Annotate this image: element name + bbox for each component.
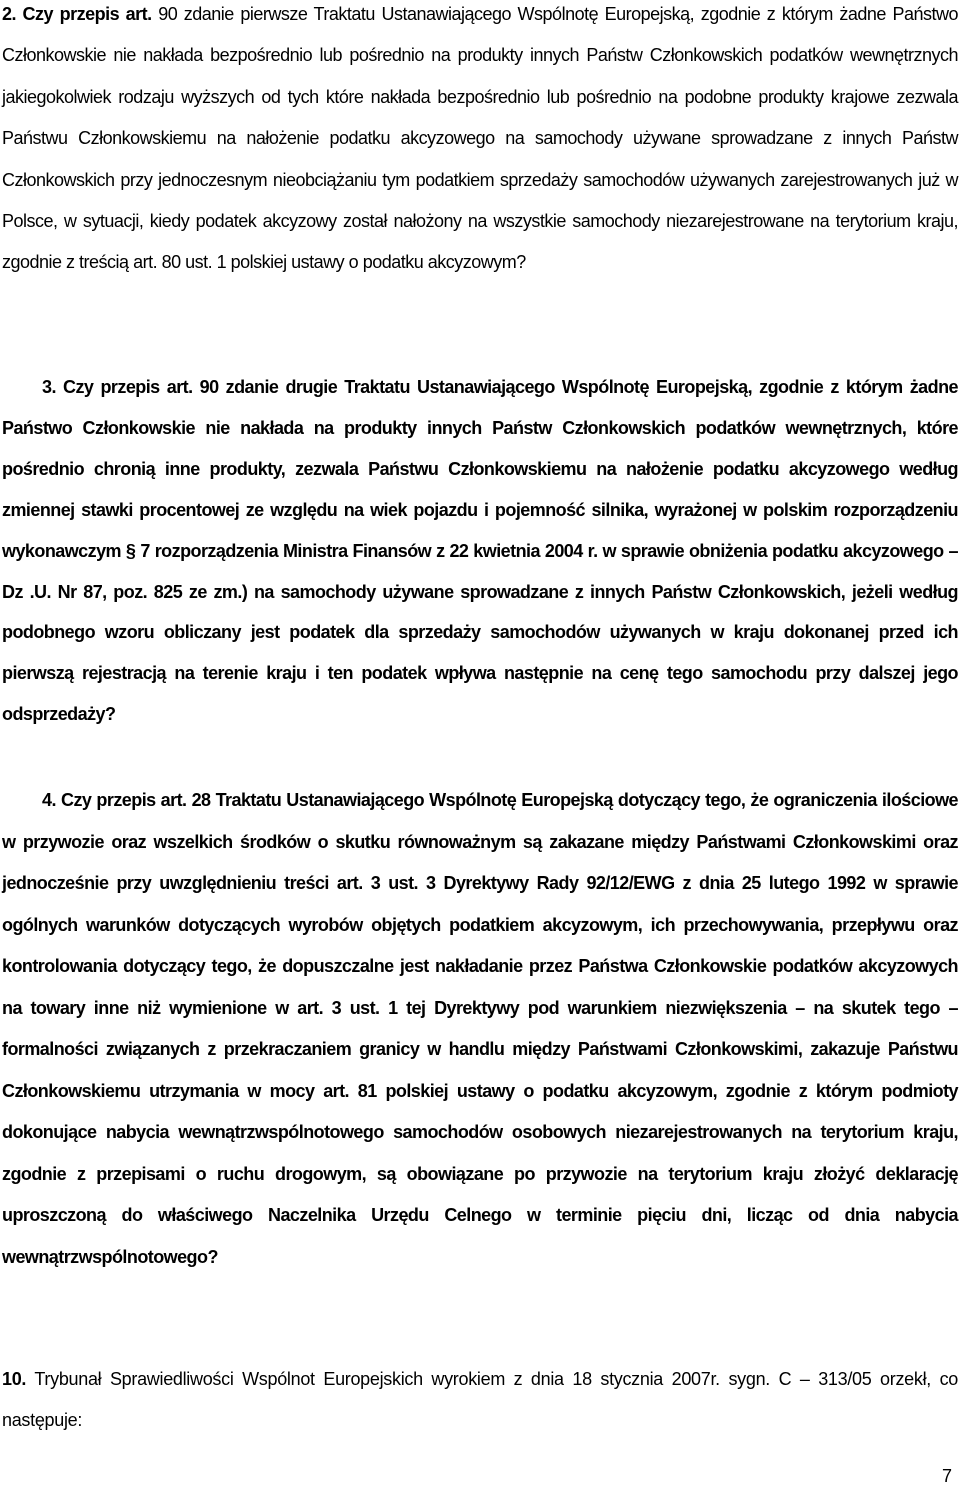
question-2-lead: 2. Czy przepis art. [2,4,152,24]
question-3-text: 3. Czy przepis art. 90 zdanie drugie Traktatu Ustanawiającego Wspólnotę Europejską, zgodnie z którym żadne Państwo Członkowskie nie nakłada na produkty innych Państw Członkowskich podatków wewnętrznych, które pośrednio chronią inne produkty, zezwala Państwu Członkowskiemu na nałożenie podatku akcyzowego według zmiennej stawki procentowej ze względu na wiek pojazdu i pojemność silnika, wyrażonej w polskim rozporządzeniu wykonawczym § 7 rozporządzenia Ministra Finansów z 22 kwietnia 2004 r. w sprawie obniżenia podatku akcyzowego – Dz .U. Nr 87, poz. 825 ze zm.) na samochody używane sprowadzane z innych Państw Członkowskich, jeżeli według podobnego wzoru obliczany jest podatek dla sprzedaży samochodów używanych w kraju dokonanej przed ich pierwszą rejestracją na terenie kraju i ten podatek wpływa następnie na cenę tego samochodu przy dalszej jego odsprzedaży? [2,377,958,725]
question-3-paragraph [2,367,958,735]
question-4-text: 4. Czy przepis art. 28 Traktatu Ustanawiającego Wspólnotę Europejską dotyczący tego, że ograniczenia ilościowe w przywozie oraz wszelkich środków o skutku równoważnym są zakazane między Państwami Członkowskimi oraz jednocześnie przy uwzględnieniu treści art. 3 ust. 3 Dyrektywy Rady 92/12/EWG z dnia 25 lutego 1992 w sprawie ogólnych warunków dotyczących wyrobów objętych podatkiem akcyzowym, ich przechowywania, przepływu oraz kontrolowania dotyczący tego, że dopuszczalne jest nakładanie przez Państwa Członkowskie podatków akcyzowych na towary inne niż wymienione w art. 3 ust. 1 tej Dyrektywy pod warunkiem niezwiększenia – na skutek tego – formalności związanych z przekraczaniem granicy w handlu między Państwami Członkowskimi, zakazuje Państwu Członkowskiemu utrzymania w mocy art. 81 polskiej ustawy o podatku akcyzowym, zgodnie z którym podmioty dokonujące nabycia wewnątrzwspólnotowego samochodów osobowych niezarejestrowanych na terytorium kraju, zgodnie z przepisami o ruchu drogowym, są obowiązane po przywozie na terytorium kraju złożyć deklarację uproszczoną do właściwego Naczelnika Urzędu Celnego w terminie pięciu dni, licząc od dnia nabycia wewnątrzwspólnotowego? [2,790,958,1267]
question-2-text: 90 zdanie pierwsze Traktatu Ustanawiającego Wspólnotę Europejską, zgodnie z którym żadne Państwo Członkowskie nie nakłada bezpośrednio lub pośrednio na produkty innych Państw Członkowskich podatków wewnętrznych jakiegokolwiek rodzaju wyższych od tych które nakłada bezpośrednio lub pośrednio na podobne produkty krajowe zezwala Państwu Członkowskiemu na nałożenie podatku akcyzowego na samochody używane sprowadzane z innych Państw Członkowskich przy jednoczesnym nieobciążaniu tym podatkiem sprzedaży samochodów używanych zarejestrowanych już w Polsce, w sytuacji, kiedy podatek akcyzowy został nałożony na wszystkie samochody niezarejestrowane na terytorium kraju, zgodnie z treścią art. 80 ust. 1 polskiej ustawy o podatku akcyzowym? [2,4,958,273]
question-4-paragraph [2,780,958,1278]
point-10-paragraph [2,1359,958,1441]
page-number: 7 [941,1466,952,1486]
point-10-number: 10. [2,1369,27,1389]
question-2-paragraph [2,0,958,284]
point-10-text: Trybunał Sprawiedliwości Wspólnot Europejskich wyrokiem z dnia 18 stycznia 2007r. sygn. C – 313/05 orzekł, co następuje: [2,1369,958,1430]
